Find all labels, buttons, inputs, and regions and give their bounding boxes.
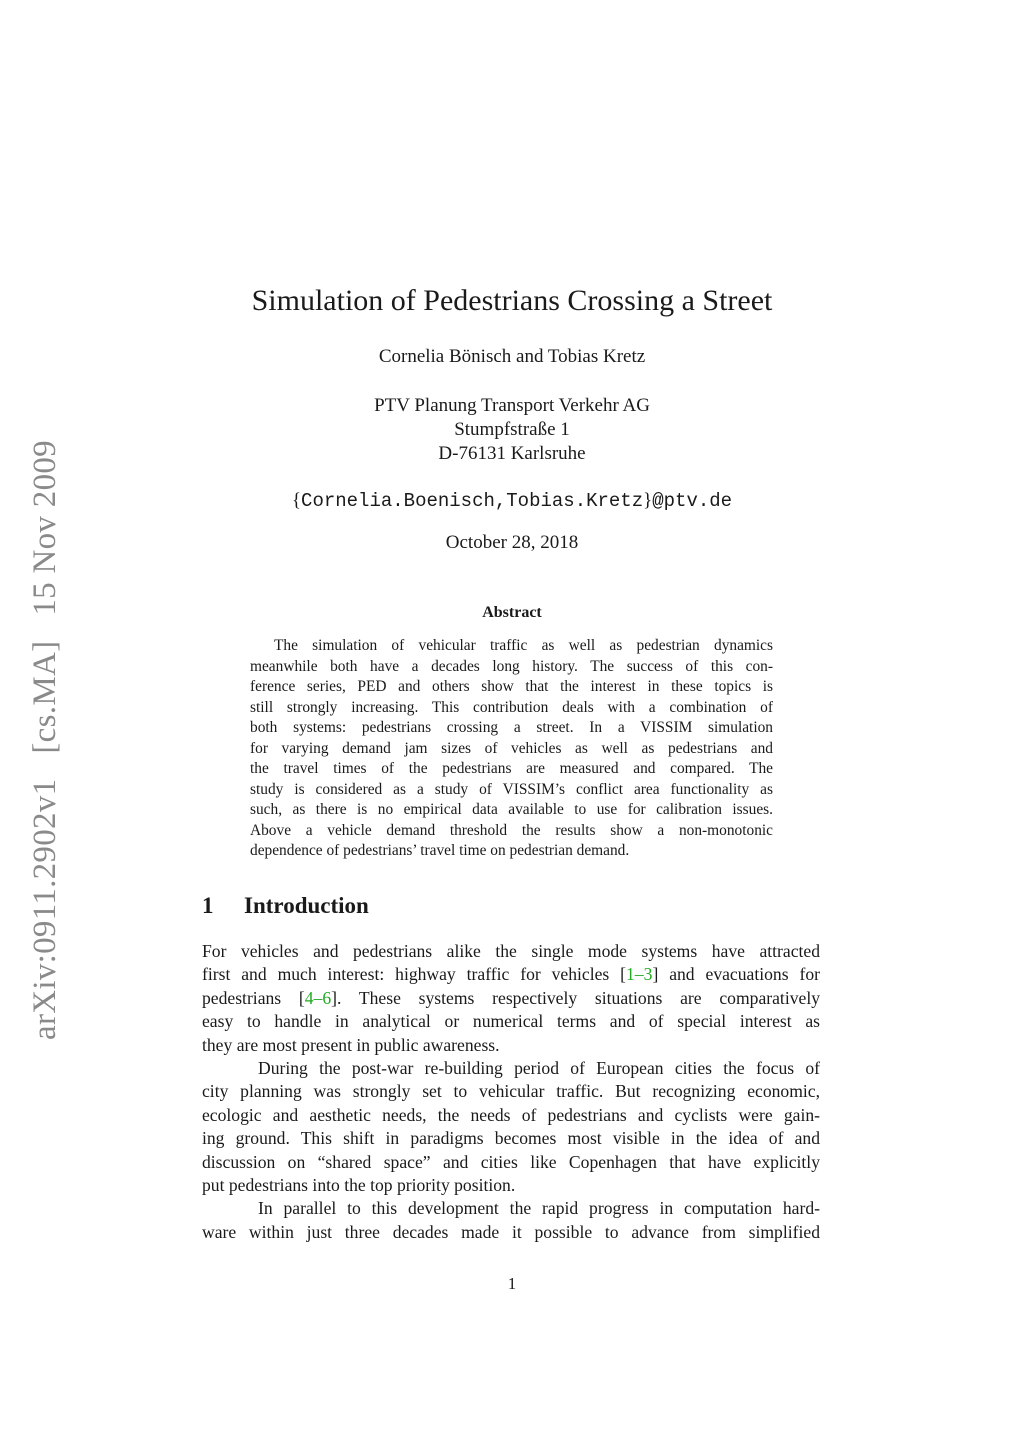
abstract-line: ference series, PED and others show that the interest in these topics is (250, 678, 773, 695)
paper-date: October 28, 2018 (445, 532, 579, 553)
affiliation (200, 394, 824, 466)
abstract-line: Above a vehicle demand threshold the results show a non-monotonic (250, 821, 773, 839)
body-line: city planning was strongly set to vehicular traffic. But recognizing economic, (202, 1081, 820, 1102)
abstract-line: the travel times of the pedestrians are measured and compared. The (250, 760, 773, 777)
affiliation-line-2: Stumpfstraße 1 (454, 419, 570, 440)
body-text-fragment: ] and evacuations for (652, 964, 820, 985)
abstract-heading: Abstract (482, 604, 542, 621)
abstract-line: dependence of pedestrians’ travel time on pedestrian demand. (250, 842, 630, 859)
arxiv-date: 15 Nov 2009 (27, 440, 63, 616)
body-text (202, 940, 820, 1244)
page-number: 1 (507, 1274, 517, 1293)
affiliation-line-1: PTV Planung Transport Verkehr AG (374, 395, 650, 416)
affiliation-line-3: D-76131 Karlsruhe (438, 443, 586, 464)
body-line: ecologic and aesthetic needs, the needs of pedestrians and cyclists were gain- (202, 1104, 820, 1125)
body-text-fragment: pedestrians [ (202, 987, 305, 1008)
arxiv-id: arXiv:0911.2902v1 (27, 778, 63, 1040)
author-email (200, 490, 824, 512)
section-title: Introduction (244, 893, 369, 918)
email-close-brace: } (643, 490, 653, 511)
email-names: Cornelia.Boenisch,Tobias.Kretz (301, 490, 644, 512)
email-open-brace: { (291, 490, 302, 511)
arxiv-category: [cs.MA] (27, 640, 63, 754)
abstract-body (250, 636, 773, 862)
abstract-line: still strongly increasing. This contribution deals with a combination of (250, 698, 773, 716)
abstract-line: such, as there is no empirical data available to use for calibration issues. (250, 801, 773, 818)
body-line: put pedestrians into the top priority position. (202, 1175, 516, 1196)
body-line: ware within just three decades made it possible to advance from simplified (202, 1221, 820, 1242)
section-number: 1 (202, 893, 214, 918)
paper-title: Simulation of Pedestrians Crossing a Street (251, 284, 773, 317)
body-line: In parallel to this development the rapid progress in computation hard- (258, 1198, 820, 1219)
section-heading-introduction (202, 893, 369, 919)
abstract-line: both systems: pedestrians crossing a street. In a VISSIM simulation (250, 719, 773, 736)
citation-link[interactable]: 4–6 (304, 987, 332, 1008)
abstract-line: study is considered as a study of VISSIM’s conflict area functionality as (250, 780, 773, 798)
body-line (202, 987, 820, 1010)
body-line: they are most present in public awareness. (202, 1034, 500, 1055)
body-text-fragment: ]. These systems respectively situations are comparatively (331, 987, 821, 1008)
body-line: ing ground. This shift in paradigms becomes most visible in the idea of and (202, 1128, 820, 1149)
body-line (202, 963, 820, 986)
body-line: During the post-war re-building period of European cities the focus of (258, 1058, 820, 1079)
body-line: For vehicles and pedestrians alike the single mode systems have attracted (202, 941, 820, 961)
body-line: discussion on “shared space” and cities like Copenhagen that have explicitly (202, 1151, 820, 1172)
paper-authors: Cornelia Bönisch and Tobias Kretz (378, 346, 646, 367)
body-line: easy to handle in analytical or numerical terms and of special interest as (202, 1011, 820, 1032)
email-domain: @ptv.de (652, 490, 733, 512)
body-text-fragment: first and much interest: highway traffic for vehicles [ (202, 964, 627, 985)
arxiv-stamp (20, 440, 70, 1040)
citation-link[interactable]: 1–3 (626, 964, 653, 985)
abstract-line: for varying demand jam sizes of vehicles as well as pedestrians and (250, 739, 773, 757)
abstract-line: The simulation of vehicular traffic as well as pedestrian dynamics (274, 637, 773, 654)
abstract-line: meanwhile both have a decades long history. The success of this con- (250, 657, 773, 675)
